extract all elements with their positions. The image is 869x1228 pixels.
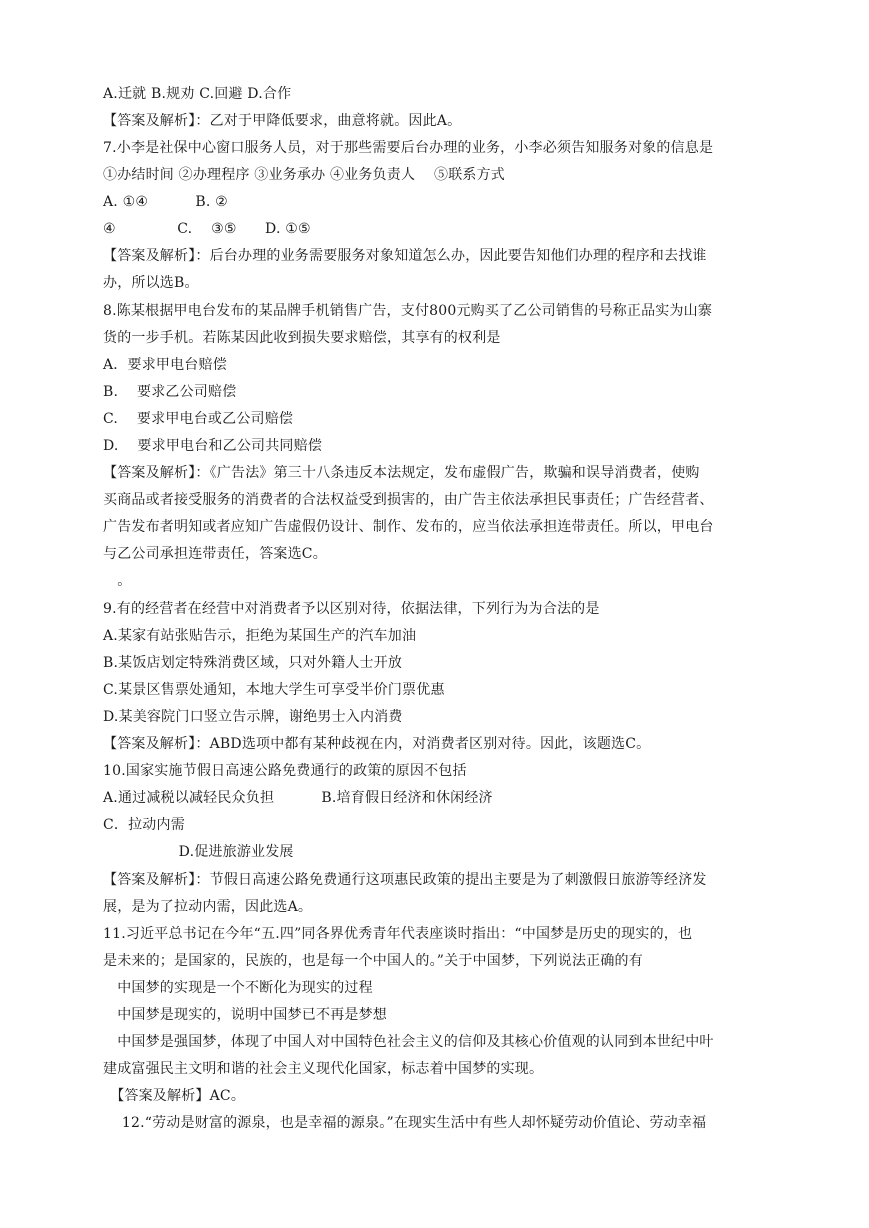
answer-explanation: 【答案及解析】：节假日高速公路免费通行这项惠民政策的提出主要是为了刺激假日旅游等经济发 <box>103 872 707 888</box>
answer-explanation: 【答案及解析】：后台办理的业务需要服务对象知道怎么办，因此要告知他们办理的程序和去找谁 <box>103 248 707 264</box>
option-line: A.迁就 B.规劝 C.回避 D.合作 <box>103 86 292 102</box>
answer-explanation-cont: 展，是为了拉动内需，因此选A。 <box>103 899 313 915</box>
question-7-options-a-b: A. ①④ B. ② <box>103 194 228 210</box>
answer-explanation: 【答案及解析】：ABD选项中都有某种歧视在内，对消费者区别对待。因此，该题选C。 <box>103 736 651 752</box>
question-12: 12.“劳动是财富的源泉，也是幸福的源泉。”在现实生活中有些人却怀疑劳动价值论、劳动幸福 <box>103 1115 707 1131</box>
question-8-cont: 货的一步手机。若陈某因此收到损失要求赔偿，其享有的权利是 <box>103 330 501 346</box>
question-10-options-a-b: A.通过减税以减轻民众负担 B.培育假日经济和休闲经济 <box>103 790 493 806</box>
question-7: 7.小李是社保中心窗口服务人员，对于那些需要后台办理的业务，小李必须告知服务对象的信息是 <box>103 140 714 156</box>
answer-explanation-cont: 买商品或者接受服务的消费者的合法权益受到损害的，由广告主依法承担民事责任；广告经营者、 <box>103 492 714 508</box>
answer-explanation: 【答案及解析】：《广告法》第三十八条违反本法规定，发布虚假广告，欺骗和误导消费者，使购 <box>103 465 700 481</box>
question-7-items: ①办结时间 ②办理程序 ③业务承办 ④业务负责人 ⑤联系方式 <box>103 167 505 183</box>
question-7-options-c-d: ④ C. ③⑤ D. ①⑤ <box>103 221 311 237</box>
question-9-option-b: B.某饭店划定特殊消费区域，只对外籍人士开放 <box>103 655 403 671</box>
stray-mark: 。 <box>103 573 132 589</box>
question-10-option-d: D.促进旅游业发展 <box>103 844 294 860</box>
question-9-option-d: D.某美容院门口竖立告示牌，谢绝男士入内消费 <box>103 709 403 725</box>
question-11-statement: 中国梦是强国梦，体现了中国人对中国特色社会主义的信仰及其核心价值观的认同到本世纪中叶 <box>103 1034 714 1050</box>
question-9-option-a: A.某家有站张贴告示，拒绝为某国生产的汽车加油 <box>103 628 417 644</box>
question-11-statement: 中国梦是现实的，说明中国梦已不再是梦想 <box>103 1007 387 1023</box>
question-11-statement: 中国梦的实现是一个不断化为现实的过程 <box>103 980 373 996</box>
question-8-option-b: B. 要求乙公司赔偿 <box>103 384 237 400</box>
answer-explanation-cont: 广告发布者明知或者应知广告虚假仍设计、制作、发布的，应当依法承担连带责任。所以，甲电台 <box>103 519 714 535</box>
answer-explanation: 【答案及解析】：乙对于甲降低要求，曲意将就。因此A。 <box>103 113 462 129</box>
question-11: 11.习近平总书记在今年“五.四”同各界优秀青年代表座谈时指出：“中国梦是历史的现实的，也 <box>103 926 693 942</box>
question-8: 8.陈某根据甲电台发布的某品牌手机销售广告，支付800元购买了乙公司销售的号称正品实为山寨 <box>103 303 713 319</box>
question-9: 9.有的经营者在经营中对消费者予以区别对待，依据法律，下列行为为合法的是 <box>103 601 600 617</box>
answer-explanation: 【答案及解析】AC。 <box>103 1088 246 1104</box>
question-9-option-c: C.某景区售票处通知，本地大学生可享受半价门票优惠 <box>103 682 445 698</box>
question-10-option-c: C．拉动内需 <box>103 817 185 833</box>
question-11-statement-cont: 建成富强民主文明和谐的社会主义现代化国家，标志着中国梦的实现。 <box>103 1061 544 1077</box>
answer-explanation-cont: 与乙公司承担连带责任，答案选C。 <box>103 546 327 562</box>
question-8-option-d: D. 要求甲电台和乙公司共同赔偿 <box>103 438 323 454</box>
question-8-option-a: A．要求甲电台赔偿 <box>103 357 227 373</box>
question-10: 10.国家实施节假日高速公路免费通行的政策的原因不包括 <box>103 763 467 779</box>
question-11-cont: 是未来的；是国家的，民族的，也是每一个中国人的。”关于中国梦，下列说法正确的有 <box>103 953 643 969</box>
question-8-option-c: C. 要求甲电台或乙公司赔偿 <box>103 411 294 427</box>
answer-explanation-cont: 办，所以选B。 <box>103 275 199 291</box>
